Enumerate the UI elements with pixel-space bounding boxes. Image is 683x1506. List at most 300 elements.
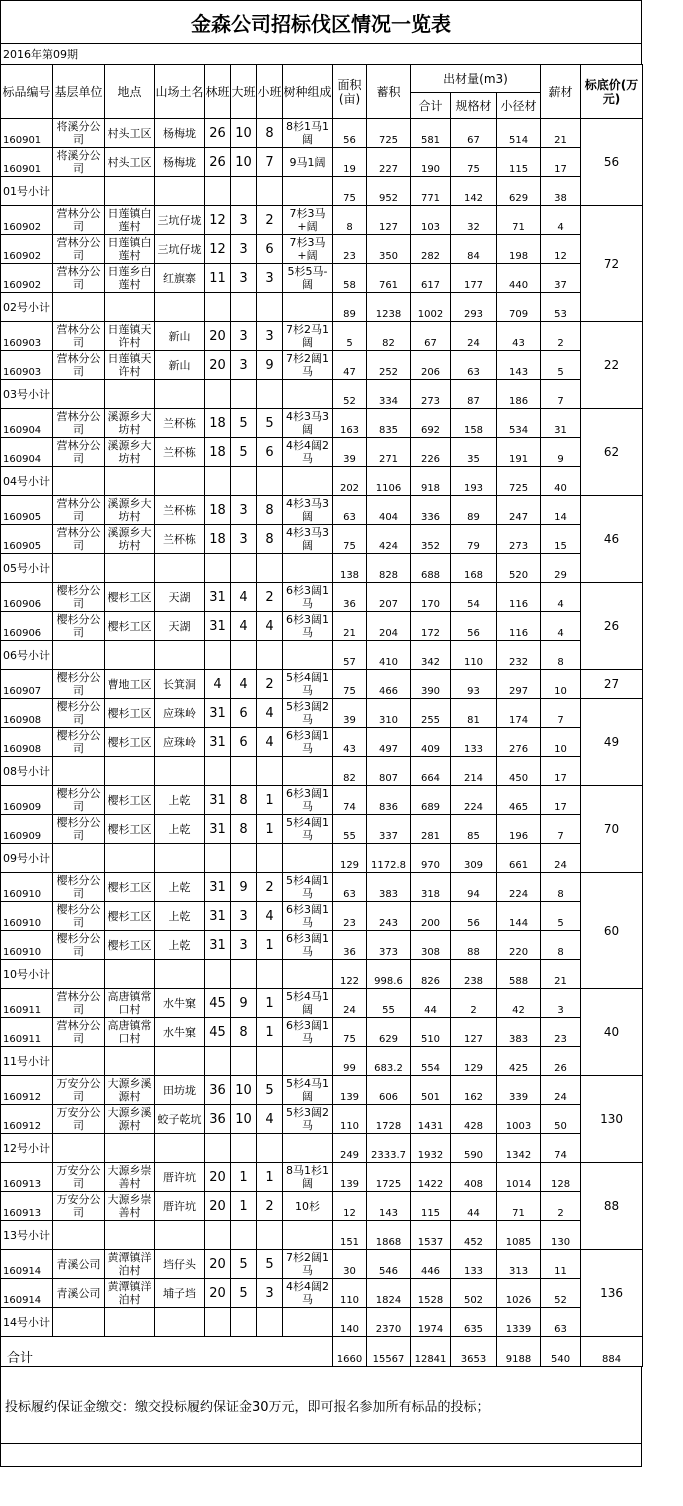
lot-code: 160910 — [1, 902, 53, 931]
subtotal-row — [1, 467, 643, 496]
lin-cell: 36 — [205, 1105, 231, 1134]
empty-cell — [205, 1134, 231, 1163]
subtotal-row — [1, 757, 643, 786]
lot-code: 160905 — [1, 525, 53, 554]
fuel-cell: 74 — [541, 1134, 581, 1163]
da-cell: 4 — [231, 612, 257, 641]
species-cell: 4杉3马3阔 — [283, 525, 333, 554]
fuel-cell: 26 — [541, 1047, 581, 1076]
subtotal-row — [1, 380, 643, 409]
da-cell: 3 — [231, 902, 257, 931]
xiao-cell: 8 — [257, 496, 283, 525]
blank-row — [0, 1444, 642, 1467]
header-species: 树种组成 — [283, 65, 333, 119]
unit-cell: 樱杉分公司 — [53, 902, 105, 931]
std-cell: 127 — [451, 1018, 497, 1047]
da-cell: 3 — [231, 322, 257, 351]
subtotal-label: 08号小计 — [1, 757, 53, 786]
subtotal-label: 05号小计 — [1, 554, 53, 583]
subtotal-label: 09号小计 — [1, 844, 53, 873]
empty-cell — [257, 293, 283, 322]
table-row — [1, 409, 643, 438]
small-cell: 1003 — [497, 1105, 541, 1134]
species-cell: 4杉3马3阔 — [283, 409, 333, 438]
area-cell: 23 — [333, 235, 367, 264]
small-cell: 440 — [497, 264, 541, 293]
area-cell: 30 — [333, 1250, 367, 1279]
area-cell: 39 — [333, 438, 367, 467]
lin-cell: 26 — [205, 148, 231, 177]
subtotal-label: 13号小计 — [1, 1221, 53, 1250]
empty-cell — [283, 1308, 333, 1337]
empty-cell — [231, 1221, 257, 1250]
area-cell: 110 — [333, 1279, 367, 1308]
da-cell: 6 — [231, 728, 257, 757]
empty-cell — [105, 177, 155, 206]
fuel-cell: 4 — [541, 612, 581, 641]
area-cell: 89 — [333, 293, 367, 322]
header-stock: 蓄积 — [367, 65, 411, 119]
total-cell: 12841 — [411, 1337, 451, 1367]
xiao-cell: 4 — [257, 612, 283, 641]
std-cell: 193 — [451, 467, 497, 496]
stock-cell: 1725 — [367, 1163, 411, 1192]
header-small: 小径材 — [497, 93, 541, 119]
lin-cell: 31 — [205, 815, 231, 844]
small-cell: 588 — [497, 960, 541, 989]
total-cell: 501 — [411, 1076, 451, 1105]
total-cell: 664 — [411, 757, 451, 786]
total-cell: 190 — [411, 148, 451, 177]
std-cell: 75 — [451, 148, 497, 177]
xiao-cell: 2 — [257, 670, 283, 699]
area-cell: 63 — [333, 873, 367, 902]
place-cell: 溪源乡大坊村 — [105, 525, 155, 554]
empty-cell — [105, 467, 155, 496]
area-cell: 58 — [333, 264, 367, 293]
fuel-cell: 2 — [541, 322, 581, 351]
da-cell: 5 — [231, 1279, 257, 1308]
price-cell: 62 — [581, 409, 643, 496]
total-cell: 273 — [411, 380, 451, 409]
fuel-cell: 63 — [541, 1308, 581, 1337]
fuel-cell: 7 — [541, 380, 581, 409]
fuel-cell: 4 — [541, 583, 581, 612]
empty-cell — [53, 1047, 105, 1076]
fuel-cell: 11 — [541, 1250, 581, 1279]
empty-cell — [53, 1134, 105, 1163]
area-cell: 56 — [333, 119, 367, 148]
price-cell: 136 — [581, 1250, 643, 1337]
price-total-cell: 884 — [581, 1337, 643, 1367]
grand-total-row — [1, 1337, 643, 1367]
total-cell: 1537 — [411, 1221, 451, 1250]
xiao-cell: 4 — [257, 728, 283, 757]
area-cell: 21 — [333, 612, 367, 641]
empty-cell — [105, 844, 155, 873]
xiao-cell: 5 — [257, 409, 283, 438]
stock-cell: 546 — [367, 1250, 411, 1279]
fuel-cell: 8 — [541, 873, 581, 902]
small-cell: 273 — [497, 525, 541, 554]
da-cell: 10 — [231, 119, 257, 148]
stock-cell: 1824 — [367, 1279, 411, 1308]
table-row — [1, 931, 643, 960]
total-cell: 115 — [411, 1192, 451, 1221]
unit-cell: 营林分公司 — [53, 206, 105, 235]
small-cell: 514 — [497, 119, 541, 148]
fuel-cell: 15 — [541, 525, 581, 554]
fuel-cell: 31 — [541, 409, 581, 438]
stock-cell: 334 — [367, 380, 411, 409]
stock-cell: 55 — [367, 989, 411, 1018]
fuel-cell: 12 — [541, 235, 581, 264]
table-row — [1, 583, 643, 612]
hill-cell: 垱仔头 — [155, 1250, 205, 1279]
unit-cell: 营林分公司 — [53, 438, 105, 467]
table-row — [1, 786, 643, 815]
unit-cell: 营林分公司 — [53, 264, 105, 293]
fuel-cell: 29 — [541, 554, 581, 583]
xiao-cell: 3 — [257, 322, 283, 351]
unit-cell: 营林分公司 — [53, 1018, 105, 1047]
lot-code: 160902 — [1, 206, 53, 235]
place-cell: 溪源乡大坊村 — [105, 438, 155, 467]
da-cell: 5 — [231, 1250, 257, 1279]
unit-cell: 将溪分公司 — [53, 148, 105, 177]
std-cell: 133 — [451, 728, 497, 757]
fuel-cell: 9 — [541, 438, 581, 467]
lin-cell: 20 — [205, 1163, 231, 1192]
price-cell: 22 — [581, 322, 643, 409]
page-title: 金森公司招标伐区情况一览表 — [0, 0, 642, 43]
lot-code: 160911 — [1, 989, 53, 1018]
species-cell: 5杉4马1阔 — [283, 1076, 333, 1105]
fuel-cell: 7 — [541, 815, 581, 844]
unit-cell: 营林分公司 — [53, 989, 105, 1018]
small-cell: 1026 — [497, 1279, 541, 1308]
hill-cell: 兰杯栋 — [155, 525, 205, 554]
area-cell: 57 — [333, 641, 367, 670]
area-cell: 19 — [333, 148, 367, 177]
price-cell: 27 — [581, 670, 643, 699]
small-cell: 196 — [497, 815, 541, 844]
xiao-cell: 3 — [257, 1279, 283, 1308]
hill-cell: 红旗寨 — [155, 264, 205, 293]
species-cell: 7杉3马+阔 — [283, 235, 333, 264]
header-fuel: 薪材 — [541, 65, 581, 119]
total-cell: 918 — [411, 467, 451, 496]
header-code: 标品编号 — [1, 65, 53, 119]
subtotal-row — [1, 177, 643, 206]
area-cell: 55 — [333, 815, 367, 844]
small-cell: 144 — [497, 902, 541, 931]
hill-cell: 上乾 — [155, 786, 205, 815]
fuel-cell: 3 — [541, 989, 581, 1018]
std-cell: 162 — [451, 1076, 497, 1105]
empty-cell — [155, 844, 205, 873]
lot-code: 160906 — [1, 583, 53, 612]
fuel-cell: 21 — [541, 119, 581, 148]
price-cell: 40 — [581, 989, 643, 1076]
small-cell: 725 — [497, 467, 541, 496]
stock-cell: 227 — [367, 148, 411, 177]
std-cell: 87 — [451, 380, 497, 409]
lin-cell: 31 — [205, 902, 231, 931]
fuel-cell: 540 — [541, 1337, 581, 1367]
std-cell: 452 — [451, 1221, 497, 1250]
place-cell: 高唐镇常口村 — [105, 1018, 155, 1047]
lot-code: 160908 — [1, 699, 53, 728]
fuel-cell: 130 — [541, 1221, 581, 1250]
xiao-cell: 7 — [257, 148, 283, 177]
stock-cell: 1106 — [367, 467, 411, 496]
empty-cell — [283, 380, 333, 409]
subtotal-row — [1, 1221, 643, 1250]
unit-cell: 营林分公司 — [53, 235, 105, 264]
stock-cell: 835 — [367, 409, 411, 438]
subtotal-label: 03号小计 — [1, 380, 53, 409]
lot-code: 160909 — [1, 815, 53, 844]
small-cell: 1014 — [497, 1163, 541, 1192]
area-cell: 12 — [333, 1192, 367, 1221]
area-cell: 1660 — [333, 1337, 367, 1367]
small-cell: 383 — [497, 1018, 541, 1047]
lot-code: 160910 — [1, 931, 53, 960]
stock-cell: 410 — [367, 641, 411, 670]
stock-cell: 310 — [367, 699, 411, 728]
unit-cell: 万安分公司 — [53, 1076, 105, 1105]
subtotal-label: 01号小计 — [1, 177, 53, 206]
hill-cell: 上乾 — [155, 815, 205, 844]
da-cell: 5 — [231, 409, 257, 438]
table-row — [1, 989, 643, 1018]
std-cell: 158 — [451, 409, 497, 438]
area-cell: 36 — [333, 583, 367, 612]
std-cell: 293 — [451, 293, 497, 322]
fuel-cell: 24 — [541, 844, 581, 873]
table-row — [1, 699, 643, 728]
da-cell: 6 — [231, 699, 257, 728]
lot-code: 160904 — [1, 438, 53, 467]
place-cell: 大源乡溪源村 — [105, 1105, 155, 1134]
std-cell: 110 — [451, 641, 497, 670]
total-cell: 281 — [411, 815, 451, 844]
lot-code: 160903 — [1, 322, 53, 351]
stock-cell: 127 — [367, 206, 411, 235]
small-cell: 276 — [497, 728, 541, 757]
std-cell: 3653 — [451, 1337, 497, 1367]
lot-code: 160901 — [1, 119, 53, 148]
xiao-cell: 4 — [257, 902, 283, 931]
empty-cell — [53, 380, 105, 409]
lin-cell: 45 — [205, 989, 231, 1018]
empty-cell — [155, 960, 205, 989]
species-cell: 6杉3阔1马 — [283, 583, 333, 612]
stock-cell: 204 — [367, 612, 411, 641]
da-cell: 4 — [231, 670, 257, 699]
lin-cell: 20 — [205, 322, 231, 351]
small-cell: 661 — [497, 844, 541, 873]
total-cell: 1932 — [411, 1134, 451, 1163]
empty-cell — [155, 1134, 205, 1163]
species-cell: 6杉3阔1马 — [283, 931, 333, 960]
hill-cell: 杨梅垅 — [155, 119, 205, 148]
species-cell: 4杉4阔2马 — [283, 438, 333, 467]
empty-cell — [205, 1047, 231, 1076]
header-da: 大班 — [231, 65, 257, 119]
header-area: 面积(亩) — [333, 65, 367, 119]
empty-cell — [231, 844, 257, 873]
table-row — [1, 1018, 643, 1047]
small-cell: 191 — [497, 438, 541, 467]
table-row — [1, 525, 643, 554]
hill-cell: 埔子垱 — [155, 1279, 205, 1308]
fuel-cell: 50 — [541, 1105, 581, 1134]
area-cell: 39 — [333, 699, 367, 728]
stock-cell: 373 — [367, 931, 411, 960]
species-cell: 5杉3阔2马 — [283, 699, 333, 728]
empty-cell — [105, 1221, 155, 1250]
species-cell: 5杉5马-阔 — [283, 264, 333, 293]
empty-cell — [257, 467, 283, 496]
std-cell: 35 — [451, 438, 497, 467]
empty-cell — [257, 554, 283, 583]
lin-cell: 18 — [205, 438, 231, 467]
empty-cell — [205, 844, 231, 873]
unit-cell: 青溪公司 — [53, 1279, 105, 1308]
lin-cell: 18 — [205, 525, 231, 554]
species-cell: 7杉2马1阔 — [283, 322, 333, 351]
lin-cell: 20 — [205, 351, 231, 380]
da-cell: 9 — [231, 873, 257, 902]
lot-code: 160914 — [1, 1279, 53, 1308]
unit-cell: 万安分公司 — [53, 1192, 105, 1221]
empty-cell — [205, 467, 231, 496]
stock-cell: 606 — [367, 1076, 411, 1105]
subtotal-row — [1, 1047, 643, 1076]
da-cell: 5 — [231, 438, 257, 467]
unit-cell: 营林分公司 — [53, 496, 105, 525]
subtotal-row — [1, 844, 643, 873]
std-cell: 56 — [451, 612, 497, 641]
stock-cell: 1172.8 — [367, 844, 411, 873]
small-cell: 42 — [497, 989, 541, 1018]
price-cell: 49 — [581, 699, 643, 786]
empty-cell — [205, 293, 231, 322]
small-cell: 425 — [497, 1047, 541, 1076]
table-row — [1, 119, 643, 148]
table-row — [1, 1076, 643, 1105]
lot-code: 160903 — [1, 351, 53, 380]
lin-cell: 20 — [205, 1279, 231, 1308]
stock-cell: 836 — [367, 786, 411, 815]
empty-cell — [231, 1308, 257, 1337]
lin-cell: 18 — [205, 496, 231, 525]
table-row — [1, 1163, 643, 1192]
lin-cell: 20 — [205, 1192, 231, 1221]
stock-cell: 15567 — [367, 1337, 411, 1367]
lot-code: 160913 — [1, 1192, 53, 1221]
species-cell: 7杉2阔1马 — [283, 1250, 333, 1279]
empty-cell — [205, 641, 231, 670]
lot-code: 160910 — [1, 873, 53, 902]
table-row — [1, 322, 643, 351]
small-cell: 534 — [497, 409, 541, 438]
empty-cell — [231, 641, 257, 670]
std-cell: 142 — [451, 177, 497, 206]
stock-cell: 1238 — [367, 293, 411, 322]
unit-cell: 营林分公司 — [53, 525, 105, 554]
place-cell: 樱杉工区 — [105, 786, 155, 815]
empty-cell — [105, 380, 155, 409]
std-cell: 635 — [451, 1308, 497, 1337]
place-cell: 樱杉工区 — [105, 815, 155, 844]
lin-cell: 31 — [205, 728, 231, 757]
place-cell: 樱杉工区 — [105, 902, 155, 931]
fuel-cell: 7 — [541, 699, 581, 728]
area-cell: 36 — [333, 931, 367, 960]
place-cell: 日莲乡白莲村 — [105, 264, 155, 293]
empty-cell — [231, 467, 257, 496]
empty-cell — [257, 1134, 283, 1163]
total-cell: 1974 — [411, 1308, 451, 1337]
total-cell: 446 — [411, 1250, 451, 1279]
total-cell: 771 — [411, 177, 451, 206]
unit-cell: 万安分公司 — [53, 1105, 105, 1134]
small-cell: 116 — [497, 583, 541, 612]
xiao-cell: 8 — [257, 525, 283, 554]
small-cell: 465 — [497, 786, 541, 815]
table-row — [1, 264, 643, 293]
xiao-cell: 1 — [257, 931, 283, 960]
area-cell: 24 — [333, 989, 367, 1018]
species-cell: 5杉4阔1马 — [283, 670, 333, 699]
subtotal-label: 06号小计 — [1, 641, 53, 670]
species-cell: 5杉4阔1马 — [283, 815, 333, 844]
header-place: 地点 — [105, 65, 155, 119]
area-cell: 43 — [333, 728, 367, 757]
price-cell: 72 — [581, 206, 643, 322]
empty-cell — [283, 177, 333, 206]
xiao-cell: 6 — [257, 235, 283, 264]
total-cell: 103 — [411, 206, 451, 235]
stock-cell: 1728 — [367, 1105, 411, 1134]
empty-cell — [231, 757, 257, 786]
place-cell: 樱杉工区 — [105, 612, 155, 641]
place-cell: 樱杉工区 — [105, 873, 155, 902]
std-cell: 177 — [451, 264, 497, 293]
empty-cell — [205, 960, 231, 989]
area-cell: 75 — [333, 525, 367, 554]
da-cell: 3 — [231, 206, 257, 235]
xiao-cell: 2 — [257, 1192, 283, 1221]
area-cell: 110 — [333, 1105, 367, 1134]
stock-cell: 828 — [367, 554, 411, 583]
da-cell: 1 — [231, 1163, 257, 1192]
empty-cell — [155, 177, 205, 206]
empty-cell — [231, 1134, 257, 1163]
xiao-cell: 1 — [257, 1018, 283, 1047]
small-cell: 71 — [497, 206, 541, 235]
unit-cell: 青溪公司 — [53, 1250, 105, 1279]
total-cell: 1422 — [411, 1163, 451, 1192]
hill-cell: 上乾 — [155, 931, 205, 960]
total-cell: 226 — [411, 438, 451, 467]
place-cell: 村头工区 — [105, 148, 155, 177]
grand-total-label: 合计 — [1, 1337, 333, 1367]
unit-cell: 营林分公司 — [53, 322, 105, 351]
